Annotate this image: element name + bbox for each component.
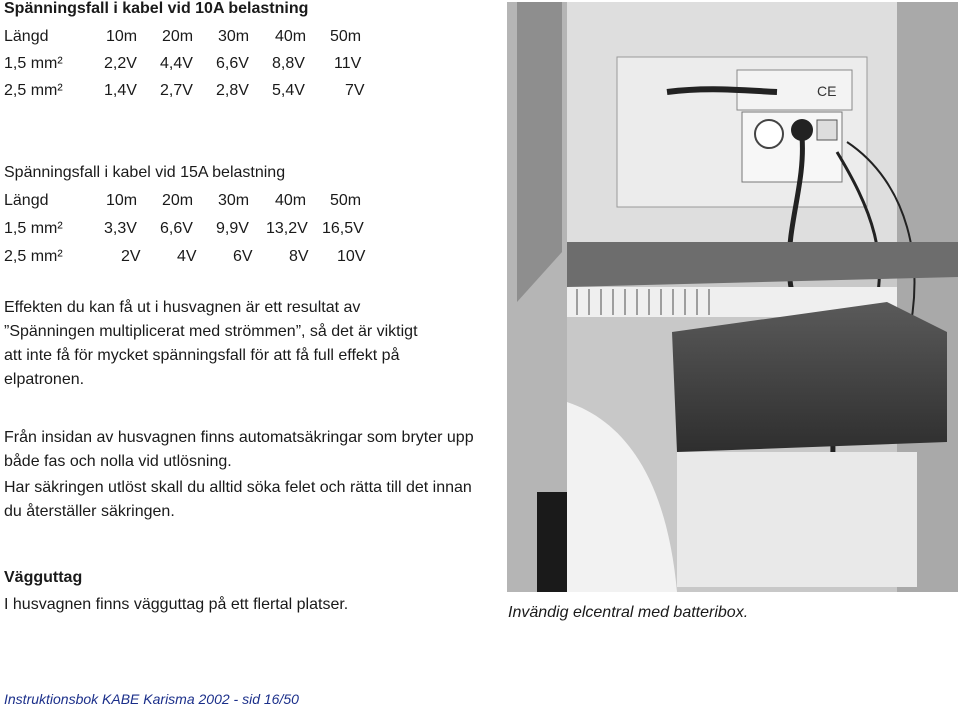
table-cell: 2,8V (216, 82, 249, 99)
table-cell: 50m (330, 28, 362, 45)
table-cell: Längd (4, 192, 49, 209)
table-cell: 6,6V (216, 55, 249, 72)
table-cell: 30m (218, 28, 250, 45)
table-cell: 6V (233, 248, 253, 265)
table-cell: 8,8V (272, 55, 305, 72)
table-cell: 1,5 mm² (4, 55, 63, 72)
table-cell: 10V (337, 248, 366, 265)
table-cell: 2,2V (104, 55, 137, 72)
paragraph-breakers: Från insidan av husvagnen finns automatsäkringar som bryter upp både fas och nolla vid utlösning. (4, 429, 474, 470)
vagguttag-heading: Vägguttag (4, 569, 83, 586)
table-cell: 10m (106, 192, 138, 209)
table-cell: 40m (275, 192, 307, 209)
table1-title: Spänningsfall i kabel vid 10A belastning (4, 0, 309, 17)
table-cell: 1,4V (104, 82, 137, 99)
table-cell: 4,4V (160, 55, 193, 72)
page-footer: Instruktionsbok KABE Karisma 2002 - sid 16/50 (4, 691, 299, 707)
table-cell: 6,6V (160, 220, 193, 237)
table-cell: 40m (275, 28, 307, 45)
table-cell: 20m (162, 192, 194, 209)
table-cell: 20m (162, 28, 194, 45)
table-cell: 4V (177, 248, 197, 265)
table-cell: 8V (289, 248, 309, 265)
table-cell: 11V (334, 55, 362, 72)
table-cell: 30m (218, 192, 250, 209)
table-cell: 7V (345, 82, 365, 99)
vagguttag-text: I husvagnen finns vägguttag på ett flertal platser. (4, 596, 349, 613)
table-cell: 5,4V (272, 82, 305, 99)
table-cell: 2V (121, 248, 141, 265)
table-cell: Längd (4, 28, 49, 45)
table-cell: 50m (330, 192, 362, 209)
photo-caption: Invändig elcentral med batteribox. (508, 604, 749, 621)
electrical-panel-photo (507, 2, 958, 592)
table-cell: 16,5V (322, 220, 364, 237)
table-cell: 2,5 mm² (4, 248, 63, 265)
table2-title: Spänningsfall i kabel vid 15A belastning (4, 164, 286, 181)
paragraph-reset: Har säkringen utlöst skall du alltid söka felet och rätta till det innan du återställer säkringen. (4, 479, 472, 520)
table-cell: 13,2V (266, 220, 308, 237)
table-cell: 2,5 mm² (4, 82, 63, 99)
table-cell: 1,5 mm² (4, 220, 63, 237)
table-cell: 10m (106, 28, 138, 45)
paragraph-effect: Effekten du kan få ut i husvagnen är ett resultat av ”Spänningen multiplicerat med strömmen”, så det är viktigt att inte få för mycket spänningsfall för att få full effekt på elpatronen. (4, 299, 418, 388)
table-cell: 2,7V (160, 82, 193, 99)
ce-label: CE (817, 83, 837, 99)
table-cell: 9,9V (216, 220, 249, 237)
table-cell: 3,3V (104, 220, 137, 237)
